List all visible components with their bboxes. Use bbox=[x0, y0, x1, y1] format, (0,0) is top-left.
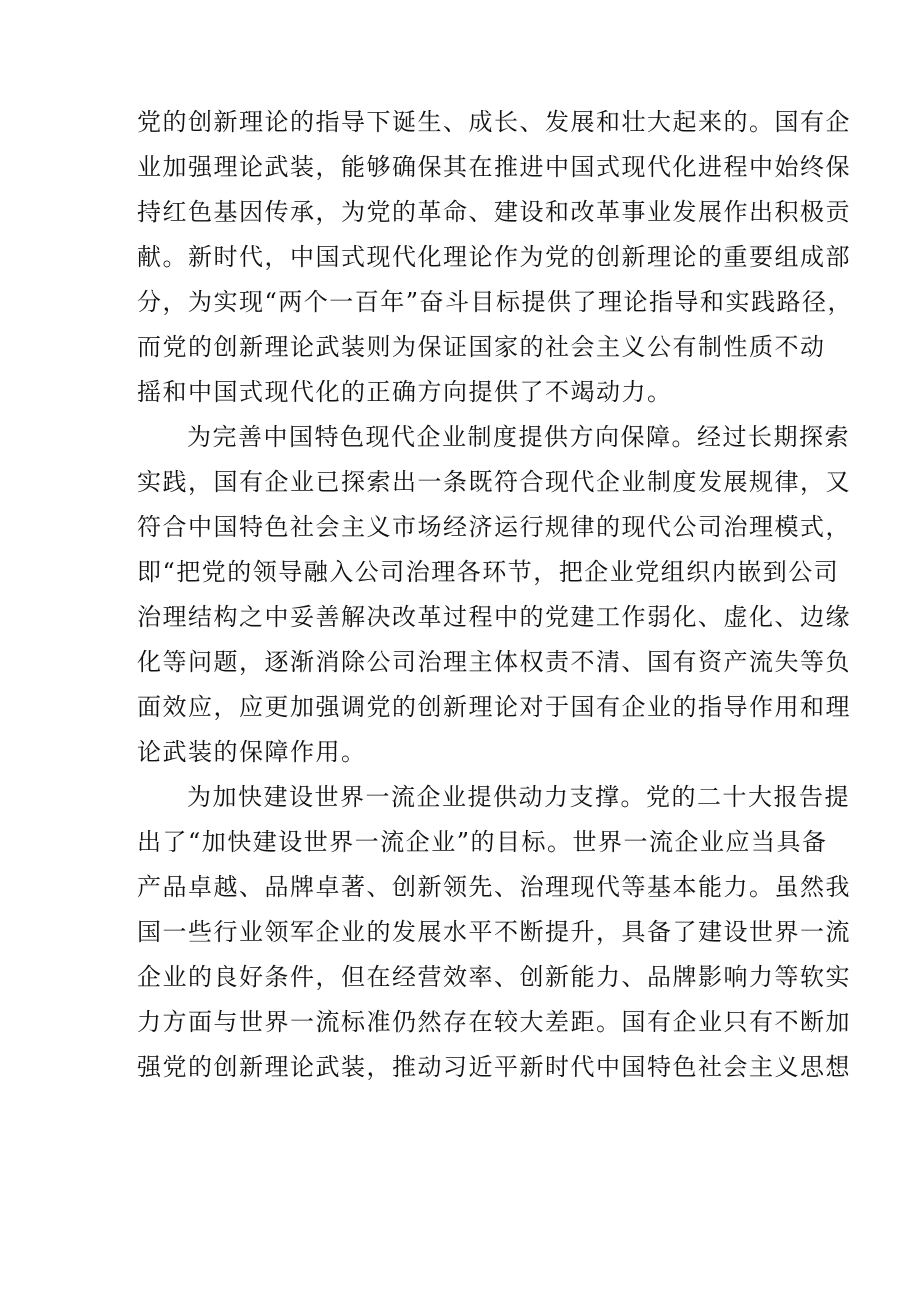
text-line: 实践，国有企业已探索出一条既符合现代企业制度发展规律，又 bbox=[137, 468, 851, 496]
text-line: 产品卓越、品牌卓著、创新领先、治理现代等基本能力。虽然我 bbox=[137, 873, 851, 901]
document-body bbox=[137, 100, 854, 1090]
text-line: 为加快建设世界一流企业提供动力支撑。党的二十大报告提 bbox=[187, 783, 850, 811]
paragraph-2 bbox=[137, 415, 851, 775]
text-line: 摇和中国式现代化的正确方向提供了不竭动力。 bbox=[137, 378, 673, 406]
text-line: 符合中国特色社会主义市场经济运行规律的现代公司治理模式， bbox=[137, 513, 851, 541]
text-line: 持红色基因传承，为党的革命、建设和改革事业发展作出积极贡 bbox=[137, 198, 851, 226]
text-line: 国一些行业领军企业的发展水平不断提升，具备了建设世界一流 bbox=[137, 918, 851, 946]
text-line: 力方面与世界一流标准仍然存在较大差距。国有企业只有不断加 bbox=[137, 1008, 851, 1036]
text-line: 企业的良好条件，但在经营效率、创新能力、品牌影响力等软实 bbox=[137, 963, 851, 991]
paragraph-3 bbox=[137, 775, 851, 1090]
text-line: 党的创新理论的指导下诞生、成长、发展和壮大起来的。国有企 bbox=[137, 108, 851, 136]
paragraph-1 bbox=[137, 100, 854, 415]
text-line: 治理结构之中妥善解决改革过程中的党建工作弱化、虚化、边缘 bbox=[137, 603, 851, 631]
text-line: 献。新时代，中国式现代化理论作为党的创新理论的重要组成部 bbox=[137, 243, 851, 271]
text-line: 为完善中国特色现代企业制度提供方向保障。经过长期探索 bbox=[187, 423, 850, 451]
text-line: 化等问题，逐渐消除公司治理主体权责不清、国有资产流失等负 bbox=[137, 648, 851, 676]
text-line: 即“把党的领导融入公司治理各环节，把企业党组织内嵌到公司 bbox=[137, 558, 840, 586]
text-line: 论武装的保障作用。 bbox=[137, 738, 367, 766]
text-line: 面效应，应更加强调党的创新理论对于国有企业的指导作用和理 bbox=[137, 693, 851, 721]
text-line: 出了“加快建设世界一流企业”的目标。世界一流企业应当具备 bbox=[137, 828, 828, 856]
text-line: 分，为实现“两个一百年”奋斗目标提供了理论指导和实践路径， bbox=[137, 288, 854, 316]
text-line: 而党的创新理论武装则为保证国家的社会主义公有制性质不动 bbox=[137, 333, 826, 361]
text-line: 业加强理论武装，能够确保其在推进中国式现代化进程中始终保 bbox=[137, 153, 851, 181]
text-line: 强党的创新理论武装，推动习近平新时代中国特色社会主义思想 bbox=[137, 1053, 851, 1081]
